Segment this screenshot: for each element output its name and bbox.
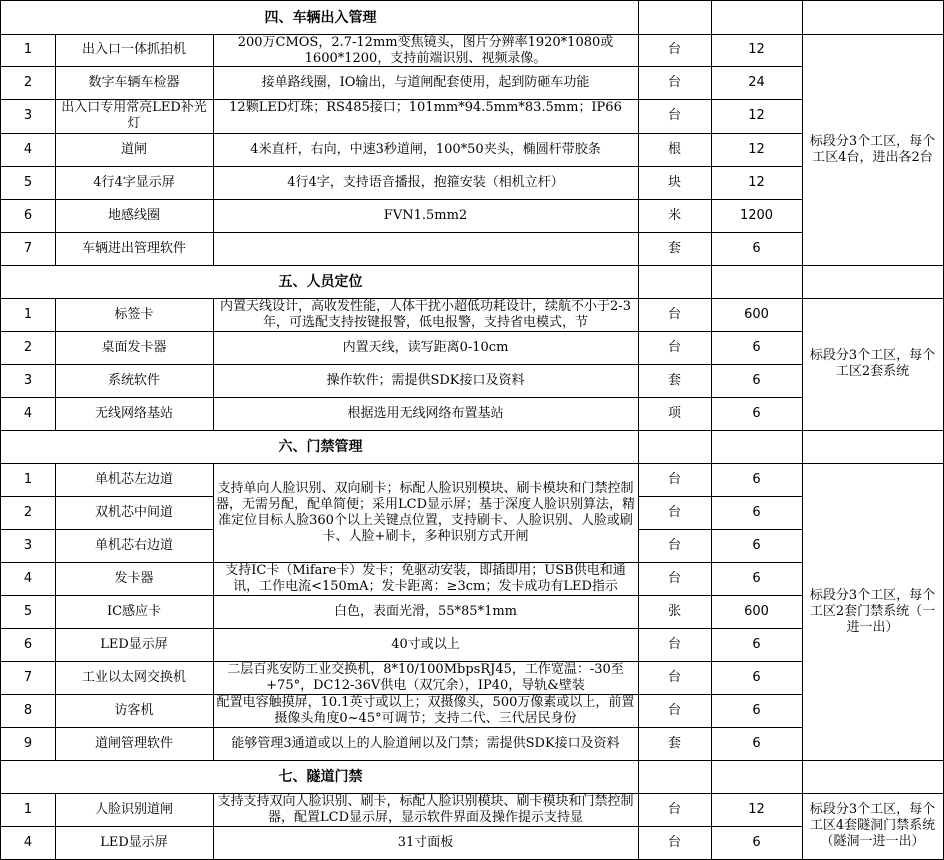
item-quantity-text: 12	[748, 42, 765, 57]
item-quantity-text: 600	[744, 306, 769, 322]
row-number-text: 1	[23, 801, 33, 817]
item-name-text: 桌面发卡器	[101, 339, 167, 355]
item-spec-text: 200万CMOS，2.7-12mm变焦镜头，图片分辨率1920*1080或1600*1200，支持前端识别、视频录像。	[237, 35, 614, 65]
item-quantity	[711, 331, 803, 365]
item-name	[55, 364, 214, 398]
item-spec	[213, 826, 639, 860]
row-number-text: 1	[23, 42, 33, 57]
row-number	[0, 595, 56, 629]
item-unit-text: 套	[667, 735, 681, 751]
item-unit	[638, 529, 712, 563]
remark-text: 标段分3个工区，每个工区2套门禁系统（一进一出）	[809, 587, 936, 635]
section-title-text: 七、隧道门禁	[278, 768, 363, 785]
section-title	[0, 0, 639, 35]
item-unit-text: 台	[667, 504, 681, 520]
item-name-text: 地感线圈	[107, 207, 160, 223]
item-quantity-text: 6	[752, 636, 761, 652]
item-unit	[638, 232, 712, 266]
item-quantity	[711, 661, 803, 695]
item-name	[55, 166, 214, 200]
row-number	[0, 529, 56, 563]
item-spec-text: 12颗LED灯珠；RS485接口；101mm*94.5mm*83.5mm；IP66	[229, 100, 622, 115]
item-unit	[638, 628, 712, 662]
item-name	[55, 133, 214, 167]
item-name	[55, 529, 214, 563]
item-quantity	[711, 694, 803, 728]
section-header-qty-blank	[711, 430, 803, 464]
item-name	[55, 99, 214, 134]
item-spec	[213, 232, 639, 266]
item-name	[55, 463, 214, 497]
item-quantity	[711, 529, 803, 563]
item-unit	[638, 133, 712, 167]
section-title	[0, 430, 639, 464]
item-spec-text: 二层百兆安防工业交换机，8*10/100MbpsRJ45，工作宽温：-30至+75°，DC12-36V供电（双冗余），IP40，导轨&壁装	[227, 662, 624, 693]
item-unit	[638, 397, 712, 431]
item-spec	[213, 595, 639, 629]
item-spec	[213, 166, 639, 200]
item-name-text: 单机芯右边道	[94, 537, 173, 553]
row-number	[0, 793, 56, 827]
row-number-text: 8	[23, 702, 33, 718]
item-spec	[213, 727, 639, 761]
section-header-unit-blank	[638, 265, 712, 299]
item-spec	[213, 793, 639, 827]
item-unit	[638, 99, 712, 134]
item-name-text: LED显示屏	[100, 834, 168, 850]
item-name	[55, 397, 214, 431]
item-unit-text: 套	[667, 240, 681, 256]
remark	[802, 298, 944, 431]
item-unit	[638, 364, 712, 398]
item-quantity	[711, 232, 803, 266]
row-number-text: 4	[23, 570, 33, 586]
item-quantity-text: 12	[748, 108, 765, 123]
item-quantity-text: 6	[752, 702, 761, 718]
item-spec	[213, 99, 639, 134]
item-spec	[213, 133, 639, 167]
item-unit-text: 台	[667, 834, 681, 850]
item-unit	[638, 331, 712, 365]
section-title-text: 五、人员定位	[278, 273, 363, 290]
item-name-text: IC感应卡	[106, 603, 162, 619]
row-number-text: 2	[23, 504, 33, 520]
row-number-text: 3	[23, 108, 33, 123]
item-name-text: 双机芯中间道	[94, 504, 173, 520]
row-number	[0, 199, 56, 233]
section-header-unit-blank	[638, 430, 712, 464]
item-quantity	[711, 133, 803, 167]
item-unit	[638, 562, 712, 596]
item-spec	[213, 364, 639, 398]
merged-spec-turnstiles	[213, 463, 639, 563]
item-spec	[213, 562, 639, 596]
item-quantity-text: 6	[752, 405, 761, 421]
item-quantity-text: 6	[752, 735, 761, 751]
section-header-unit-blank	[638, 760, 712, 794]
row-number-text: 6	[23, 207, 33, 223]
item-quantity-text: 1200	[739, 207, 774, 223]
item-quantity-text: 12	[748, 801, 765, 817]
row-number	[0, 397, 56, 431]
item-unit-text: 台	[667, 801, 681, 817]
row-number	[0, 166, 56, 200]
item-spec-text: 根据选用无线网络布置基站	[347, 405, 504, 421]
item-name-text: 无线网络基站	[94, 405, 173, 421]
item-name-text: 发卡器	[114, 570, 154, 586]
row-number-text: 1	[23, 471, 33, 487]
row-number	[0, 298, 56, 332]
item-unit	[638, 66, 712, 100]
row-number	[0, 628, 56, 662]
item-name-text: 道闸管理软件	[94, 735, 173, 751]
item-name	[55, 727, 214, 761]
item-spec	[213, 397, 639, 431]
row-number-text: 3	[23, 372, 33, 388]
item-quantity	[711, 199, 803, 233]
item-spec	[213, 661, 639, 695]
item-quantity	[711, 166, 803, 200]
item-spec-text: 白色，表面光滑，55*85*1mm	[333, 603, 517, 619]
item-name	[55, 793, 214, 827]
item-unit-text: 套	[667, 372, 681, 388]
row-number	[0, 331, 56, 365]
item-quantity-text: 6	[752, 834, 761, 850]
row-number	[0, 562, 56, 596]
item-spec-text: 内置天线，读写距离0-10cm	[342, 339, 509, 355]
remark-text: 标段分3个工区，每个工区4台，进出各2台	[809, 133, 936, 165]
item-name-text: 出入口专用常亮LED补光灯	[61, 100, 207, 131]
item-name	[55, 694, 214, 728]
item-quantity-text: 24	[748, 74, 765, 90]
row-number-text: 2	[23, 339, 33, 355]
item-quantity	[711, 496, 803, 530]
section-title	[0, 265, 639, 299]
row-number	[0, 232, 56, 266]
item-spec-text: 4行4字，支持语音播报，抱箍安装（相机立杆）	[287, 174, 564, 190]
item-unit-text: 台	[667, 537, 681, 553]
section-header-unit-blank	[638, 0, 712, 35]
item-unit	[638, 463, 712, 497]
item-quantity	[711, 99, 803, 134]
item-quantity	[711, 793, 803, 827]
item-unit	[638, 595, 712, 629]
item-spec-text: 支持IC卡（Mifare卡）发卡；免驱动安装，即插即用；USB供电和通讯，工作电流<150mA；发卡距离：≥3cm；发卡成功有LED指示	[225, 563, 626, 594]
item-unit	[638, 793, 712, 827]
item-quantity	[711, 364, 803, 398]
row-number-text: 4	[23, 405, 33, 421]
row-number	[0, 826, 56, 860]
item-spec-text: 能够管理3通道或以上的人脸道闸以及门禁；需提供SDK接口及资料	[231, 735, 620, 751]
item-unit	[638, 661, 712, 695]
item-name-text: 系统软件	[107, 372, 160, 388]
item-quantity-text: 6	[752, 669, 761, 685]
item-unit	[638, 298, 712, 332]
item-unit-text: 块	[667, 174, 681, 190]
item-name-text: 道闸	[120, 141, 147, 157]
item-name	[55, 331, 214, 365]
item-name-text: 车辆进出管理软件	[81, 240, 186, 256]
section-title	[0, 760, 639, 794]
item-unit-text: 台	[667, 42, 681, 57]
merged-spec-text: 支持单向人脸识别、双向刷卡；标配人脸识别模块、刷卡模块和门禁控制器，无需另配，配单简便；采用LCD显示屏；基于深度人脸识别算法，精准定位目标人脸360个以上关键点位置，支持刷卡、人脸识别、人脸或刷卡、人脸+刷卡，多种识别方式开闸	[215, 480, 635, 544]
item-quantity-text: 12	[748, 174, 765, 190]
item-unit-text: 台	[667, 636, 681, 652]
item-unit	[638, 496, 712, 530]
item-quantity	[711, 595, 803, 629]
section-header-remark-blank	[802, 265, 944, 299]
item-unit-text: 根	[667, 141, 681, 157]
row-number-text: 4	[23, 834, 33, 850]
item-quantity-text: 6	[752, 339, 761, 355]
item-quantity-text: 6	[752, 570, 761, 586]
item-spec-text: FVN1.5mm2	[383, 207, 468, 223]
row-number-text: 5	[23, 174, 33, 190]
item-name	[55, 66, 214, 100]
item-name	[55, 34, 214, 67]
item-name	[55, 496, 214, 530]
item-quantity	[711, 826, 803, 860]
item-name	[55, 199, 214, 233]
item-name-text: 单机芯左边道	[94, 471, 173, 487]
row-number-text: 9	[23, 735, 33, 751]
item-spec	[213, 331, 639, 365]
item-unit-text: 台	[667, 108, 681, 123]
item-quantity	[711, 727, 803, 761]
row-number-text: 7	[23, 669, 33, 685]
item-quantity	[711, 562, 803, 596]
row-number	[0, 496, 56, 530]
section-title-text: 六、门禁管理	[278, 438, 363, 455]
item-unit	[638, 727, 712, 761]
item-quantity-text: 12	[748, 141, 765, 157]
item-spec-text: 支持支持双向人脸识别、刷卡，标配人脸识别模块、刷卡模块和门禁控制器，配置LCD显示屏，显示软件界面及操作提示支持显	[217, 794, 634, 825]
row-number-text: 4	[23, 141, 33, 157]
item-quantity-text: 6	[752, 537, 761, 553]
row-number	[0, 727, 56, 761]
item-name-text: 工业以太网交换机	[81, 669, 186, 685]
section-header-qty-blank	[711, 265, 803, 299]
item-unit	[638, 694, 712, 728]
item-name	[55, 298, 214, 332]
item-name-text: LED显示屏	[100, 636, 168, 652]
remark	[802, 34, 944, 266]
item-spec	[213, 34, 639, 67]
item-spec-text: 操作软件；需提供SDK接口及资料	[326, 372, 525, 388]
item-name	[55, 232, 214, 266]
item-name	[55, 595, 214, 629]
row-number	[0, 364, 56, 398]
item-quantity-text: 600	[744, 603, 769, 619]
item-unit	[638, 34, 712, 67]
item-spec-text: 接单路线圈，IO输出，与道闸配套使用，起到防砸车功能	[261, 74, 590, 90]
item-name	[55, 562, 214, 596]
item-name	[55, 628, 214, 662]
item-name-text: 访客机	[114, 702, 154, 718]
row-number	[0, 133, 56, 167]
item-quantity	[711, 628, 803, 662]
row-number	[0, 34, 56, 67]
item-name	[55, 826, 214, 860]
row-number	[0, 694, 56, 728]
row-number-text: 6	[23, 636, 33, 652]
section-header-qty-blank	[711, 760, 803, 794]
item-quantity	[711, 66, 803, 100]
item-spec-text: 内置天线设计，高收发性能，人体干扰小超低功耗设计，续航不小于2-3年，可选配支持按键报警，低电报警，支持省电模式，节	[220, 299, 631, 330]
item-quantity	[711, 397, 803, 431]
item-quantity-text: 6	[752, 504, 761, 520]
item-unit-text: 台	[667, 471, 681, 487]
section-header-remark-blank	[802, 760, 944, 794]
section-header-remark-blank	[802, 430, 944, 464]
section-header-qty-blank	[711, 0, 803, 35]
row-number-text: 3	[23, 537, 33, 553]
item-unit-text: 张	[667, 603, 681, 619]
remark-text: 标段分3个工区，每个工区4套隧洞门禁系统（隧洞一进一出）	[809, 802, 936, 849]
item-name-text: 数字车辆车检器	[88, 74, 180, 90]
item-spec-text: 配置电容触摸屏，10.1英寸或以上；双摄像头，500万像素或以上，前置摄像头角度0~45°可调节；支持二代、三代居民身份	[216, 695, 635, 726]
row-number-text: 7	[23, 240, 33, 256]
item-name-text: 4行4字显示屏	[93, 174, 175, 190]
item-quantity	[711, 463, 803, 497]
section-title-text: 四、车辆出入管理	[264, 9, 377, 26]
item-quantity-text: 6	[752, 240, 761, 256]
item-unit	[638, 166, 712, 200]
item-spec-text: 40寸或以上	[391, 636, 460, 652]
item-name-text: 人脸识别道闸	[94, 801, 173, 817]
item-unit-text: 台	[667, 570, 681, 586]
item-name-text: 标签卡	[114, 306, 154, 322]
item-spec-text: 31寸面板	[397, 834, 454, 850]
remark-text: 标段分3个工区，每个工区2套系统	[809, 348, 936, 379]
item-unit-text: 米	[667, 207, 681, 223]
item-spec	[213, 298, 639, 332]
item-spec	[213, 66, 639, 100]
item-unit-text: 台	[667, 669, 681, 685]
item-unit-text: 台	[667, 339, 681, 355]
row-number	[0, 66, 56, 100]
item-unit-text: 台	[667, 702, 681, 718]
item-spec	[213, 628, 639, 662]
item-unit-text: 台	[667, 306, 681, 322]
item-unit	[638, 199, 712, 233]
row-number	[0, 99, 56, 134]
item-spec	[213, 199, 639, 233]
row-number-text: 1	[23, 306, 33, 322]
row-number-text: 5	[23, 603, 33, 619]
item-unit-text: 台	[667, 74, 681, 90]
item-unit-text: 项	[667, 405, 681, 421]
item-spec	[213, 694, 639, 728]
item-quantity	[711, 298, 803, 332]
item-quantity	[711, 34, 803, 67]
item-spec-text: 4米直杆，右向，中速3秒道闸，100*50夹头，椭圆杆带胶条	[250, 141, 601, 157]
item-quantity-text: 6	[752, 372, 761, 388]
remark	[802, 793, 944, 860]
row-number	[0, 463, 56, 497]
row-number	[0, 661, 56, 695]
item-quantity-text: 6	[752, 471, 761, 487]
item-name-text: 出入口一体抓拍机	[81, 42, 186, 57]
section-header-remark-blank	[802, 0, 944, 35]
item-name	[55, 661, 214, 695]
row-number-text: 2	[23, 74, 33, 90]
item-unit	[638, 826, 712, 860]
remark	[802, 463, 944, 761]
